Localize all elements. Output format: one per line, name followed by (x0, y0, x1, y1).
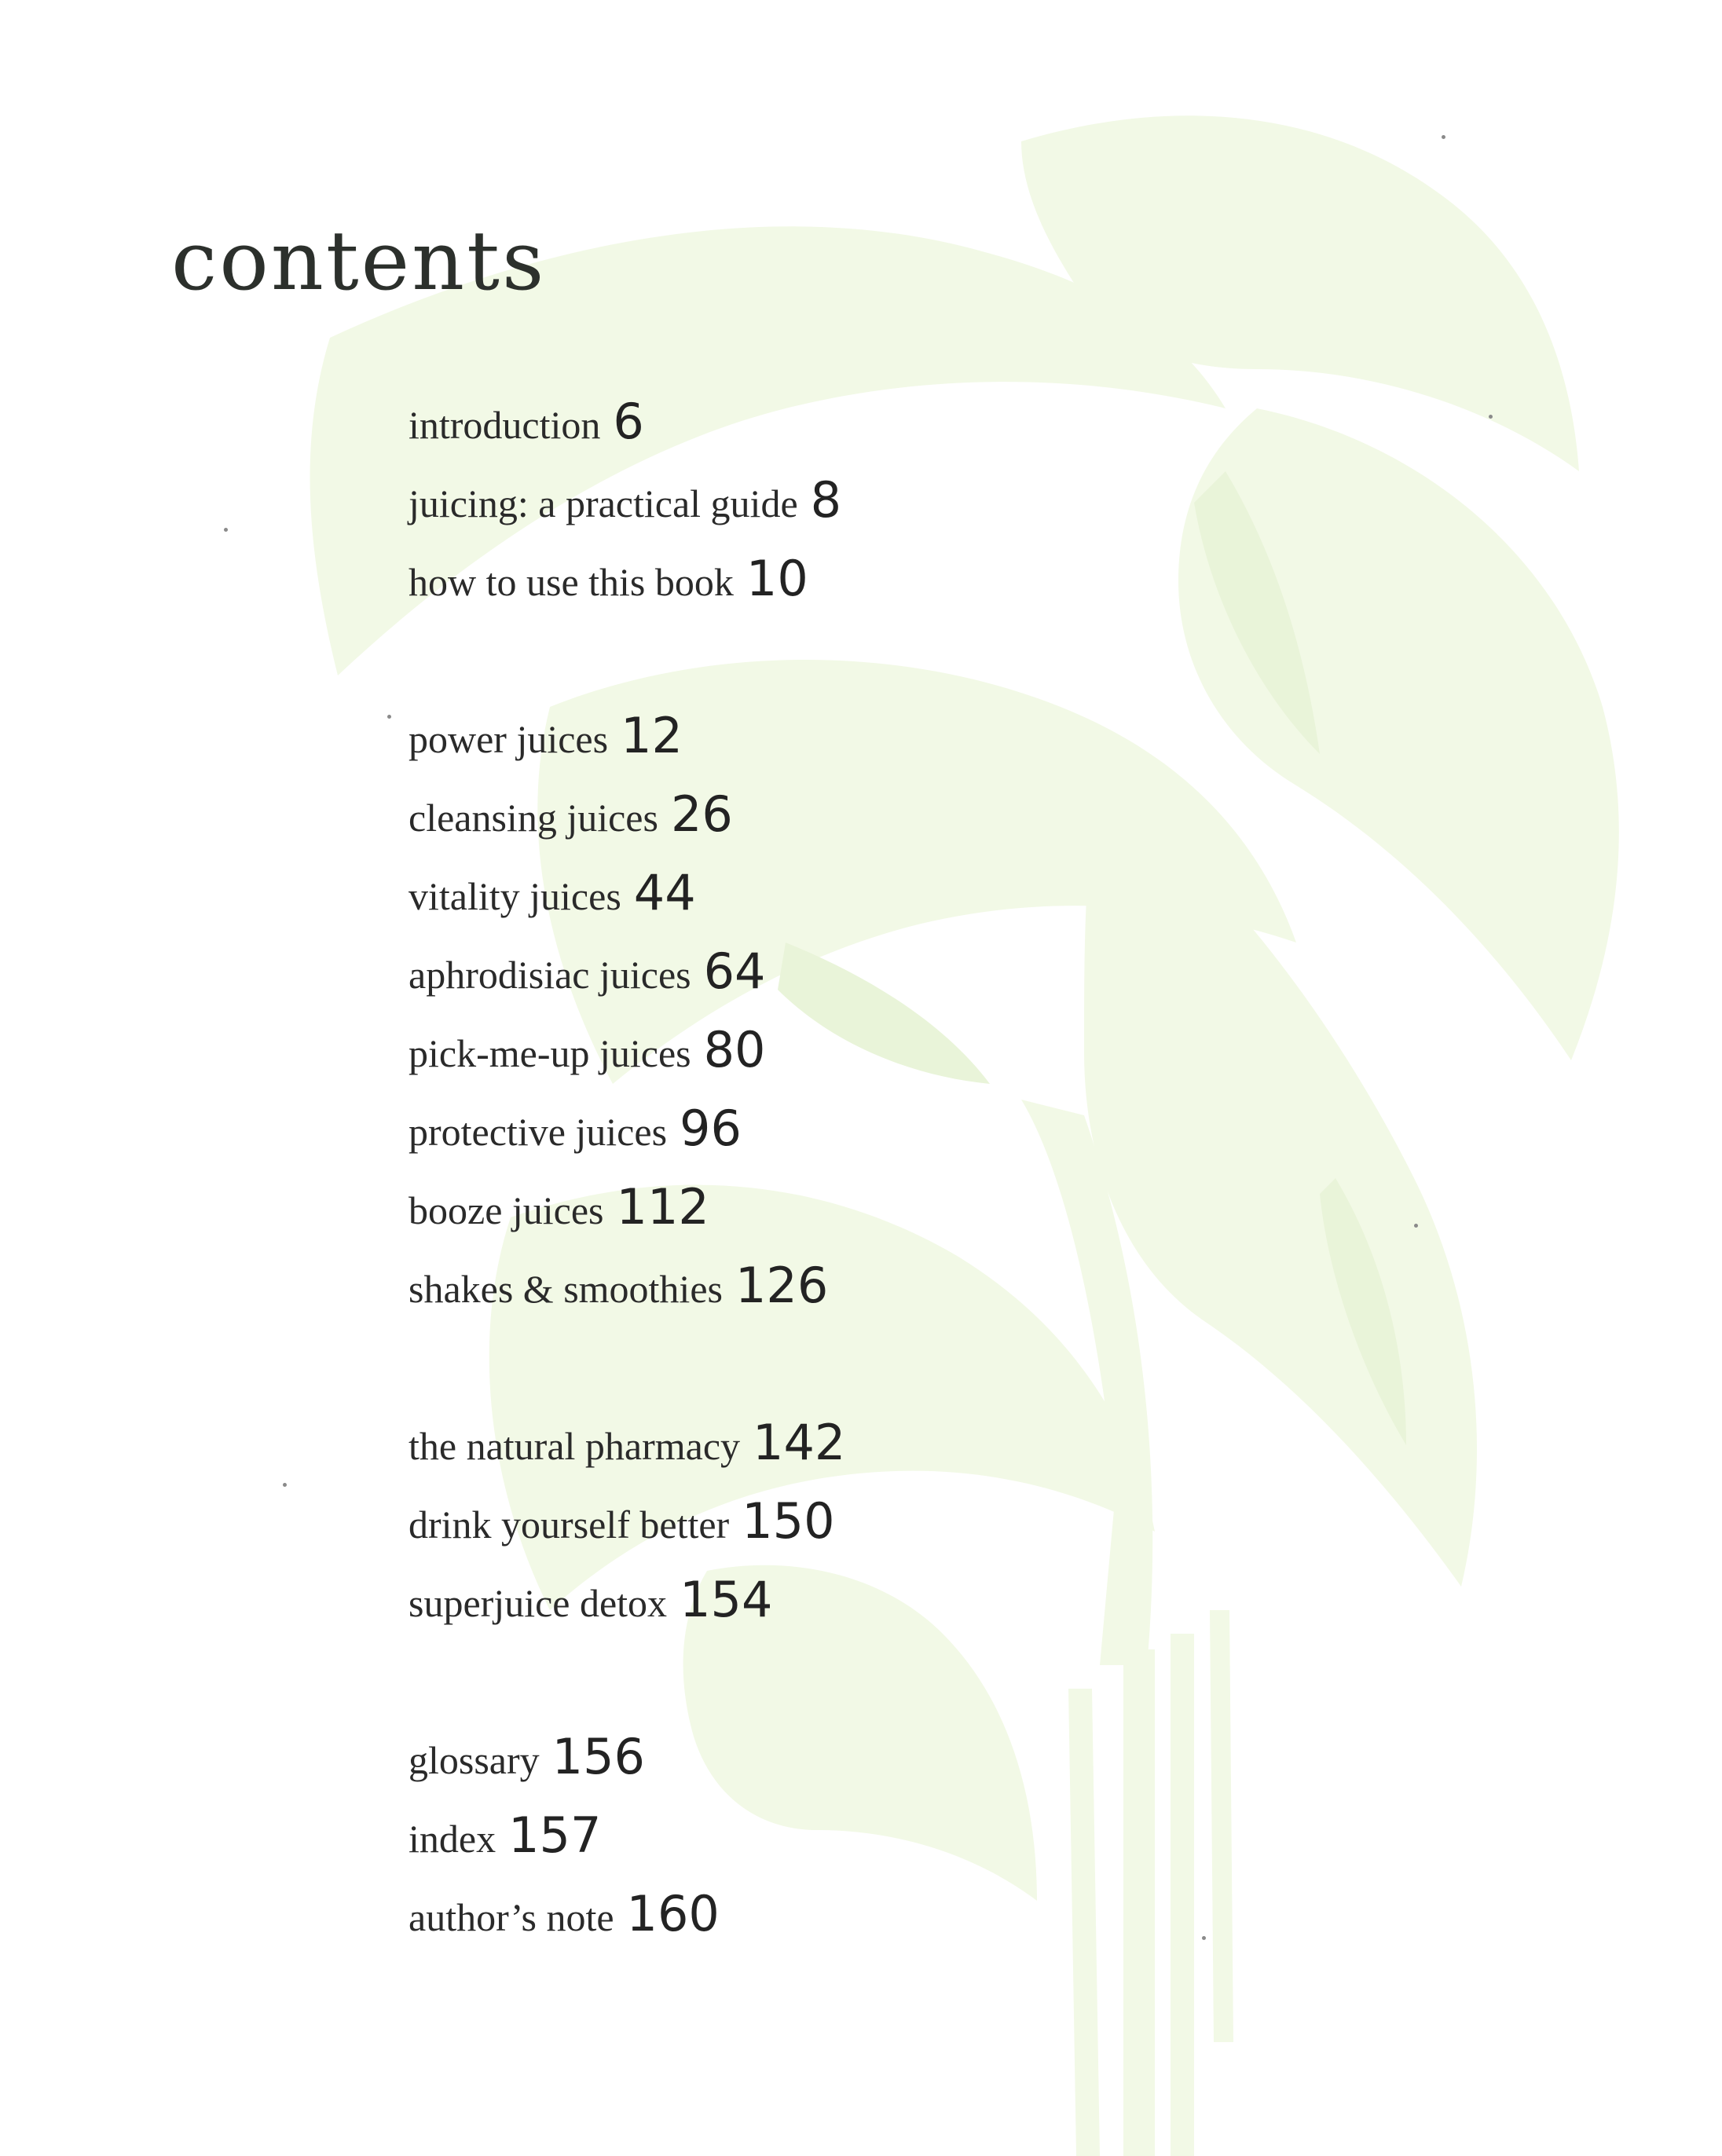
toc-entry-page: 160 (626, 1885, 720, 1942)
toc-entry[interactable] (409, 1492, 845, 1571)
speck (1489, 415, 1493, 419)
toc-entry-label: booze juices (409, 1188, 604, 1232)
toc-entry[interactable] (409, 1414, 845, 1492)
toc-entry[interactable] (409, 707, 828, 785)
toc-entry-page: 26 (670, 785, 733, 843)
toc-entry-label: cleansing juices (409, 796, 658, 840)
toc-entry-label: protective juices (409, 1110, 668, 1154)
toc-entry[interactable] (409, 1100, 828, 1178)
toc-entry-label: superjuice detox (409, 1581, 668, 1625)
toc-group-back-matter (409, 1728, 720, 1964)
toc-entry-page: 64 (703, 943, 766, 1000)
speck (387, 715, 391, 719)
toc-entry[interactable] (409, 1728, 720, 1806)
toc-entry-label: the natural pharmacy (409, 1424, 741, 1468)
toc-entry-page: 44 (633, 864, 696, 921)
toc-entry-label: juicing: a practical guide (409, 481, 798, 525)
toc-entry[interactable] (409, 393, 841, 471)
toc-entry[interactable] (409, 785, 828, 864)
toc-entry-page: 112 (616, 1178, 709, 1235)
toc-entry-page: 6 (613, 393, 644, 450)
speck (224, 528, 228, 532)
toc-group-reference (409, 1414, 845, 1649)
toc-entry[interactable] (409, 1257, 828, 1335)
toc-entry-label: shakes & smoothies (409, 1267, 723, 1311)
toc-entry[interactable] (409, 1178, 828, 1257)
speck (1414, 1224, 1418, 1228)
toc-entry-label: introduction (409, 403, 601, 447)
toc-entry[interactable] (409, 1021, 828, 1100)
toc-entry[interactable] (409, 943, 828, 1021)
toc-entry-page: 156 (551, 1728, 645, 1785)
toc-entry-page: 12 (621, 707, 683, 764)
toc-entry-page: 126 (735, 1257, 829, 1314)
toc-entry-label: vitality juices (409, 874, 621, 918)
toc-entry[interactable] (409, 1885, 720, 1964)
toc-entry-label: author’s note (409, 1895, 614, 1939)
page-title: contents (171, 213, 547, 309)
speck (1202, 1936, 1206, 1940)
toc-entry[interactable] (409, 864, 828, 943)
speck (1442, 135, 1445, 139)
toc-entry[interactable] (409, 471, 841, 550)
toc-entry-label: index (409, 1817, 496, 1861)
toc-group-juice-chapters (409, 707, 828, 1335)
toc-entry-label: how to use this book (409, 560, 734, 604)
toc-entry-page: 8 (810, 471, 842, 529)
toc-entry-label: pick-me-up juices (409, 1031, 691, 1075)
toc-entry-label: power juices (409, 717, 609, 761)
toc-entry-page: 154 (680, 1571, 773, 1628)
toc-entry[interactable] (409, 550, 841, 628)
toc-entry-label: drink yourself better (409, 1503, 730, 1547)
toc-entry[interactable] (409, 1571, 845, 1649)
toc-entry-page: 142 (753, 1414, 846, 1471)
toc-entry-page: 96 (680, 1100, 742, 1157)
toc-entry-page: 150 (742, 1492, 835, 1550)
toc-group-front-matter (409, 393, 841, 628)
toc-entry-page: 80 (703, 1021, 766, 1078)
toc-entry[interactable] (409, 1806, 720, 1885)
toc-entry-label: aphrodisiac juices (409, 953, 691, 997)
toc-entry-page: 10 (746, 550, 808, 607)
toc-entry-page: 157 (508, 1806, 602, 1864)
toc-entry-label: glossary (409, 1738, 540, 1782)
speck (283, 1483, 287, 1487)
